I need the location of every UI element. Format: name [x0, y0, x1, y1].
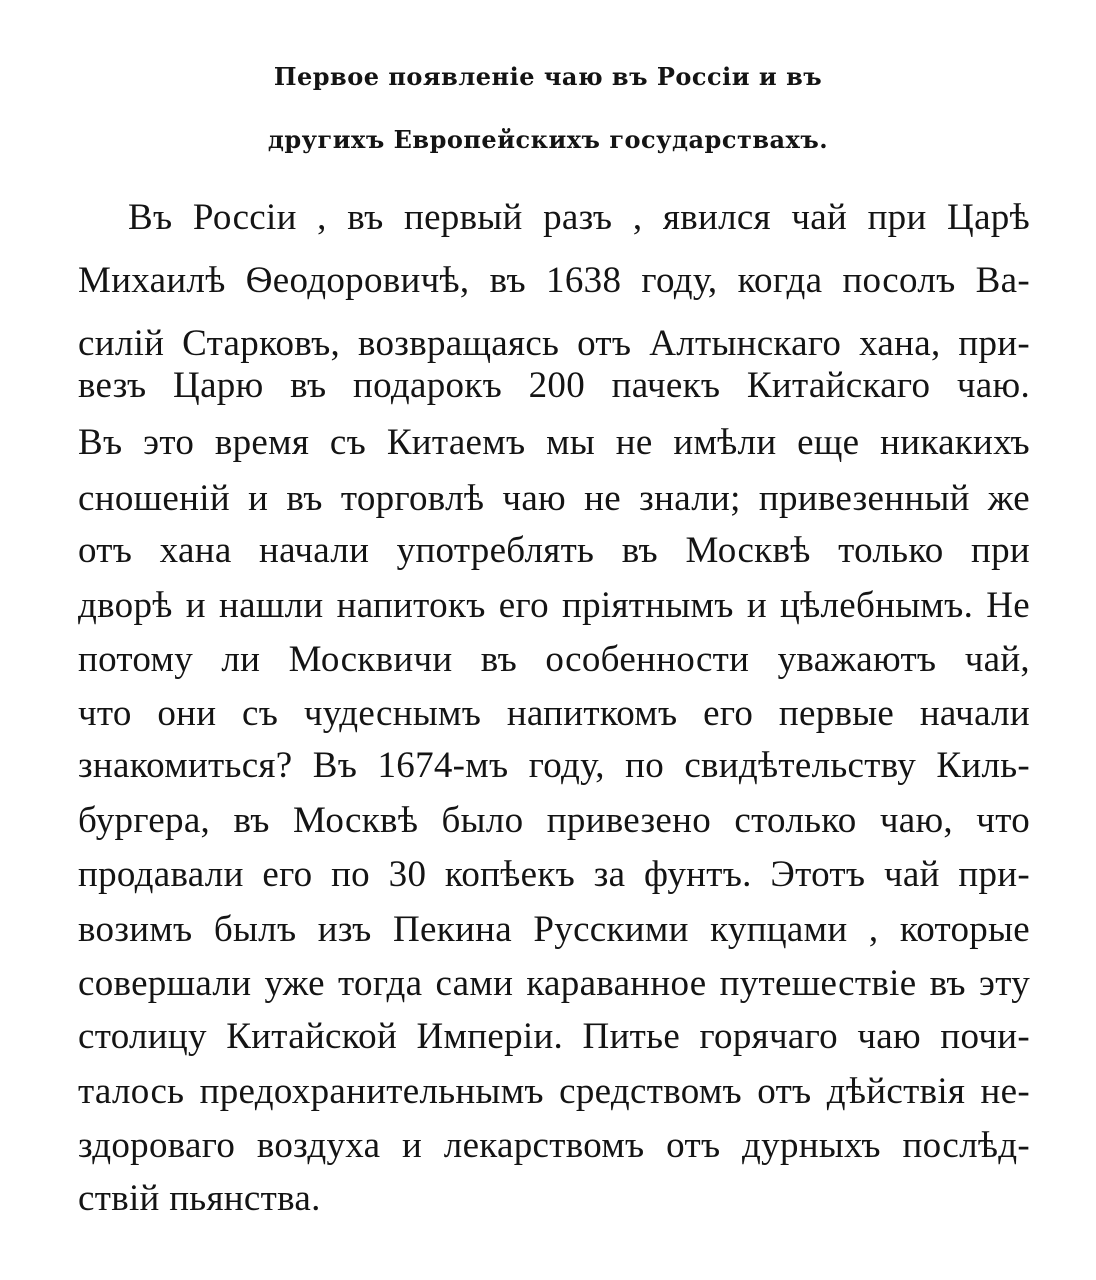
paragraph-line: Михаилѣ Ѳеодоровичѣ, въ 1638 году, когда посолъ Ва-: [78, 260, 1030, 301]
paragraph-line: потому ли Москвичи въ особенности уважаютъ чай,: [78, 639, 1030, 680]
paragraph-line: Въ Россіи , въ первый разъ , явился чай при Царѣ: [128, 197, 1030, 238]
paragraph-line: знакомиться? Въ 1674-мъ году, по свидѣтельству Киль-: [78, 745, 1030, 786]
paragraph-line: совершали уже тогда сами караванное путешествіе въ эту: [78, 963, 1030, 1004]
paragraph-line: везъ Царю въ подарокъ 200 пачекъ Китайскаго чаю.: [78, 365, 1030, 406]
paragraph-line: что они съ чудеснымъ напиткомъ его первые начали: [78, 693, 1030, 734]
paragraph-line: отъ хана начали употреблять въ Москвѣ только при: [78, 530, 1030, 571]
paragraph-line: Въ это время съ Китаемъ мы не имѣли еще никакихъ: [78, 422, 1030, 463]
title-line-2: другихъ Европейскихъ государствахъ.: [267, 125, 829, 154]
paragraph-line: столицу Китайской Имперіи. Питье горячаго чаю почи-: [78, 1016, 1030, 1057]
paragraph-line: ствій пьянства.: [78, 1178, 321, 1219]
title-line-1: Первое появленіе чаю въ Россіи и въ: [273, 62, 823, 91]
paragraph-line: продавали его по 30 копѣекъ за фунтъ. Этотъ чай при-: [78, 854, 1030, 895]
paragraph-line: здороваго воздуха и лекарствомъ отъ дурныхъ послѣд-: [78, 1125, 1030, 1166]
paragraph-line: дворѣ и нашли напитокъ его пріятнымъ и цѣлебнымъ. Не: [78, 585, 1030, 626]
paragraph-line: бургера, въ Москвѣ было привезено столько чаю, что: [78, 800, 1030, 841]
paragraph-line: талось предохранительнымъ средствомъ отъ дѣйствія не-: [78, 1071, 1030, 1112]
paragraph-line: возимъ былъ изъ Пекина Русскими купцами , которые: [78, 909, 1030, 950]
paragraph-line: силій Старковъ, возвращаясь отъ Алтынскаго хана, при-: [78, 323, 1030, 364]
paragraph-line: сношеній и въ торговлѣ чаю не знали; привезенный же: [78, 478, 1030, 519]
